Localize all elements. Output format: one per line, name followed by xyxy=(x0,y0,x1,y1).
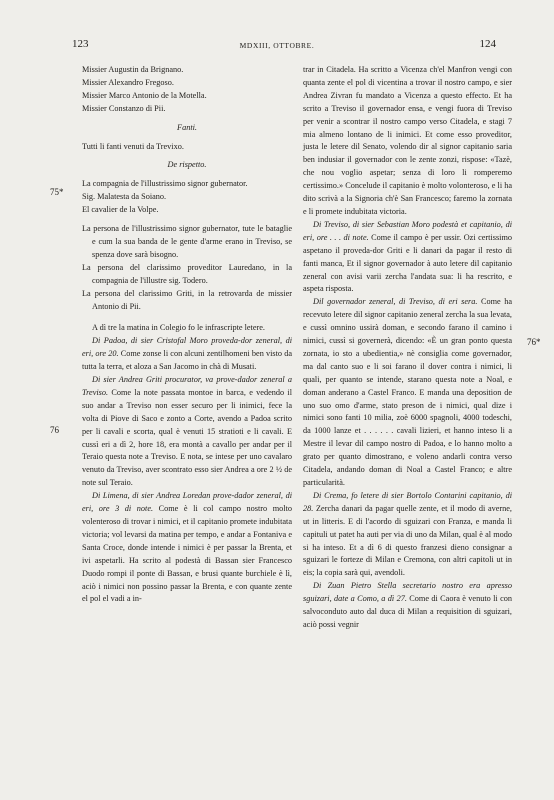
letter-heading: Dil governador zeneral, di Treviso, di eri sera. xyxy=(313,297,478,307)
rispetto-heading: De rispetto. xyxy=(167,160,207,170)
rispetto-line: La compagnia de l'illustrissimo signor gubernator. xyxy=(82,179,248,189)
fanti-line: Tutti li fanti venuti da Trevixo. xyxy=(82,141,184,151)
letter-heading: Di Zuan Pietro Stella secretario nostro era apresso sguizari, date a Como, a dì 27. xyxy=(303,581,512,604)
letter-heading: Di Limena, di sier Andrea Loredan prove-dador zeneral, di eri, ore 3 di note. xyxy=(82,491,292,514)
continuation-paragraph: trar in Citadela. Ha scritto a Vicenza ch'el Manfron vengi con quanta zente el pol di vicentina a trovar il nostro campo, e sier Andrea Zivran fu mandato a Vicenza a questo effecto. Et ha scrito a Treviso il governador ensa, e vengi fuora di Treviso per venir a scontrar il nostro campo verso Citadela, e stagi 7 mia almeno lontano de li inimici. Et come esso proveditor, justa le letere dil Senato, volendo dir al signor capitanio saria ben indusiar il governador con le zente zonzi, rispose: «Tazè, che nou voglio aspetar; senza di loro li romperemo certissimo.» Concelude il capitanio è molto volonteroso, e li ha dito scrivà a la Signoria ch'è San Francesco; faremo la zornata e li promete indubitata victoria. xyxy=(303,65,512,216)
letter-body: Come di Caora è venuto li con salvoconduto auto dal duca di Milan a requisition di sguizari, aciò possi vegnir xyxy=(303,594,512,629)
left-column xyxy=(82,64,292,606)
letter-body: Come la note passata montoe in barca, e vedendo il suo andar a Treviso non esser securo per li inimici, fece la volta di Piove di Saco e zonto a Corte, avendo a Padoa scrito per li cavali e scorta, qual è venuti 15 stratioti e li cavali. E cussì eri a dì 2, hore 18, era montà a cavallo per andar per il Teraio questa note a Treviso. E nota, se intese per uno cavalaro venuto da Treviso, aver scontrato esso sier Andrea a ore 2 ½ de note sul Teraio. xyxy=(82,387,292,488)
persona-paragraph: La persona del clarissimo Griti, in la retrovarda de missier Antonio di Pii. xyxy=(82,288,292,311)
name-line: Missier Marco Antonio de la Motella. xyxy=(82,90,207,100)
persona-paragraph: La persona del clarissimo proveditor Lauredano, in la compagnia de l'illustre sig. Todero. xyxy=(82,262,292,285)
name-line: Missier Alexandro Fregoso. xyxy=(82,77,174,87)
right-column xyxy=(303,64,512,632)
name-line: Missier Constanzo di Pii. xyxy=(82,103,166,113)
name-line: Missier Augustin da Brignano. xyxy=(82,65,184,74)
letter-heading: Di Crema, fo letere di sier Bortolo Contarini capitanio, di 28. xyxy=(303,490,512,513)
letter-heading: Di Treviso, di sier Sebastian Moro podestà et capitanio, di eri, ore . . . di note. xyxy=(303,219,512,242)
letter-heading: Di Padoa, di sier Cristofal Moro proveda-dor zeneral, di eri, ore 20. xyxy=(82,336,292,359)
margin-number-76-left: 76 xyxy=(50,425,59,435)
page-number-left: 123 xyxy=(72,38,89,50)
letter-body: Zercha danari da pagar quelle zente, et il modo di averne, ut in litteris. E di l'acordo di sguizari con Franza, e manda li capituli ut patet ha auti per via di uno da Milan, qual è al modo si ha inteso. Et a dì 6 di questo franzesi dieno consignar a sguizari le forteze di Milan e Cremona, con altri capitoli ut in eis; la copia sarà qui, avendoli. xyxy=(303,503,512,578)
margin-number-75: 75* xyxy=(50,187,64,197)
margin-number-76-right: 76* xyxy=(527,337,541,347)
persona-paragraph: La persona de l'illustrissimo signor gubernator, tute le bataglie e cum la sua banda de le gente d'arme erano in Treviso, se spenza dove sarà bisogno. xyxy=(82,224,292,259)
fanti-heading: Fanti. xyxy=(177,122,197,132)
letter-body: Come ha recevuto letere dil signor capitanio zeneral zercha la sua levata, e cussì omnino ussirà doman, e secondo farano il camino i nimici, cussì si governerà, dicendo: «È un gran ponto questa zornata, io sto a ubedientia,» nè consiglia come governador, ma dal canto suo e li soi farano il dover contra i nimici, li quali, per quanto se intende, starano questa note a Noal, e doman anderano a Castel Franco. E manda una deposition de uno suo omo d'arme, stato preson de i nimici, qual dize i nimici sono fanti 10 milia, zoè 6000 spagnoli, 4000 todeschi, da 1000 lanze et . . . . . . cavali lizieri, et hanno inteso li a Mestre il levar dil campo nostro di Padoa, e lo hanno molto a grato per quanto dimostrano, e voleno andarli contra verso Citadela, andando doman di Noal a Castel Franco; e altre particularità. xyxy=(303,297,512,487)
running-header: MDXIII, OTTOBRE. xyxy=(239,41,315,50)
colegio-paragraph: A dì tre la matina in Colegio fo le infrascripte letere. xyxy=(92,323,265,333)
letter-heading: Di sier Andrea Griti procurator, va prove-dador zeneral a Treviso. xyxy=(82,375,292,397)
letter-body: Come zonse li con alcuni zentilhomeni ben visto da tutta la terra, et aloza a San Jacomo in chà di Musati. xyxy=(82,349,292,372)
rispetto-line: El cavalier de la Volpe. xyxy=(82,205,159,215)
rispetto-line: Sig. Malatesta da Soiano. xyxy=(82,192,167,202)
letter-body: Come è li col campo nostro molto volenteroso di trovar i nimici, et il capitanio promete indubitata victoria; vol levarsi da matina per tempo, e andar a Fontaniva e Santa Croce, donde intende i nimici è per passar la Brenta, et ivi aspetarli. Ha scrito al podestà di Bassan sier Francesco Duodo rompi il ponte di Bassan, e brusi quante burchiele è lì, aciò i nimici non possino passar la Brenta, e con quante zente el pol el vadi a in- xyxy=(82,504,292,604)
letter-body: Come il campo è per ussir. Ozi certissimo aspetano il proveda-dor Griti e li danari da pagar il resto di fanti manca, Et il signor governador à auto letere dil capitanio zeneral con avisi varii zercha l'andata sua: li ha rescrito, e aspeta risposta. xyxy=(303,232,513,294)
page-number-right: 124 xyxy=(479,38,496,50)
